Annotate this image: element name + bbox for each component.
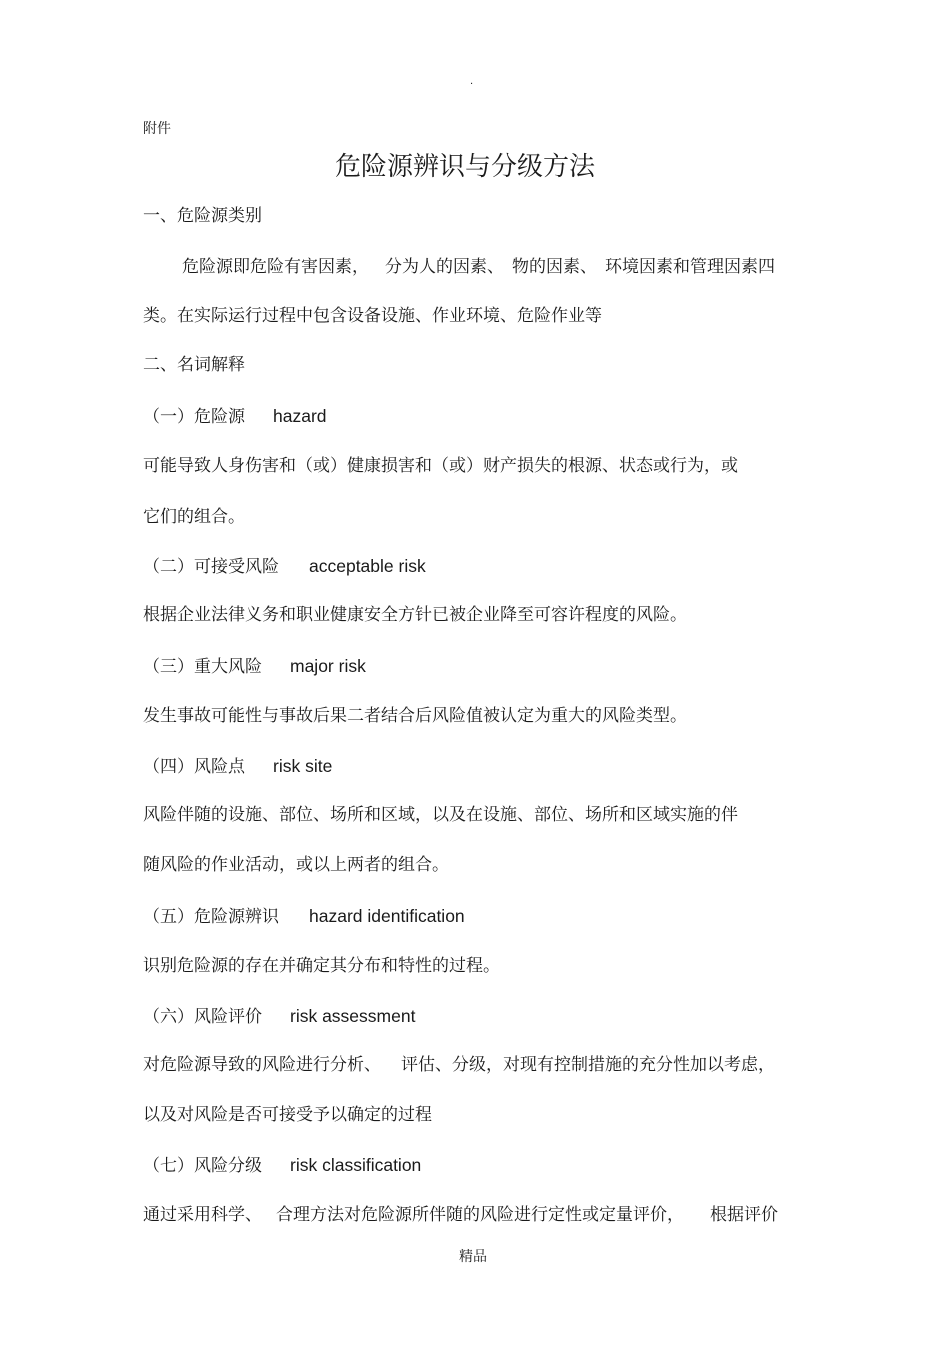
paragraph-line: 类。在实际运行过程中包含设备设施、作业环境、危险作业等 xyxy=(143,306,602,326)
section-heading-glossary: 二、名词解释 xyxy=(143,355,245,375)
term-label: （一）危险源 xyxy=(143,407,245,427)
text-segment: 通过采用科学、 xyxy=(143,1205,262,1225)
text-segment: 危险源即危险有害因素， xyxy=(182,257,369,277)
text-segment: 评估、分级，对现有控制措施的充分性加以考虑， xyxy=(401,1055,775,1075)
term-label: （七）风险分级 xyxy=(143,1156,262,1176)
term-definition: 它们的组合。 xyxy=(143,507,245,527)
page-footer: 精品 xyxy=(459,1249,487,1265)
text-segment: 分为人的因素、 xyxy=(385,257,504,277)
term-label: （三）重大风险 xyxy=(143,657,262,677)
text-segment: 对危险源导致的风险进行分析、 xyxy=(143,1055,381,1075)
term-definition: 根据企业法律义务和职业健康安全方针已被企业降至可容许程度的风险。 xyxy=(143,605,687,625)
section-heading-categories: 一、危险源类别 xyxy=(143,206,262,226)
text-segment: 合理方法对危险源所伴随的风险进行定性或定量评价， xyxy=(276,1205,684,1225)
term-definition xyxy=(143,1205,778,1225)
paragraph-line xyxy=(182,257,775,277)
term-definition: 识别危险源的存在并确定其分布和特性的过程。 xyxy=(143,956,500,976)
term-definition: 以及对风险是否可接受予以确定的过程 xyxy=(143,1105,432,1125)
term-heading xyxy=(143,756,332,777)
term-heading xyxy=(143,656,366,677)
term-definition: 发生事故可能性与事故后果二者结合后风险值被认定为重大的风险类型。 xyxy=(143,706,687,726)
term-definition: 随风险的作业活动，或以上两者的组合。 xyxy=(143,855,449,875)
term-english: major risk xyxy=(290,656,366,676)
term-heading xyxy=(143,406,327,427)
term-english: risk site xyxy=(273,756,333,776)
term-label: （六）风险评价 xyxy=(143,1007,262,1027)
term-label: （四）风险点 xyxy=(143,757,245,777)
term-english: hazard xyxy=(273,406,327,426)
term-label: （五）危险源辨识 xyxy=(143,907,279,927)
text-segment: 物的因素、 xyxy=(512,257,597,277)
term-definition: 可能导致人身伤害和（或）健康损害和（或）财产损失的根源、状态或行为，或 xyxy=(143,456,738,476)
term-label: （二）可接受风险 xyxy=(143,557,279,577)
term-english: risk classification xyxy=(290,1155,422,1175)
text-segment: 环境因素和管理因素四 xyxy=(605,257,775,277)
attachment-label: 附件 xyxy=(143,121,171,137)
term-definition: 风险伴随的设施、部位、场所和区域，以及在设施、部位、场所和区域实施的伴 xyxy=(143,805,738,825)
term-english: acceptable risk xyxy=(309,556,426,576)
page-title: 危险源辨识与分级方法 xyxy=(334,152,595,182)
term-heading xyxy=(143,906,465,927)
term-heading xyxy=(143,1006,415,1027)
term-definition xyxy=(143,1055,775,1075)
term-english: risk assessment xyxy=(290,1006,416,1026)
header-dot: . xyxy=(470,76,474,87)
text-segment: 根据评价 xyxy=(710,1205,778,1225)
term-english: hazard identification xyxy=(309,906,465,926)
term-heading xyxy=(143,556,426,577)
term-heading xyxy=(143,1155,421,1176)
